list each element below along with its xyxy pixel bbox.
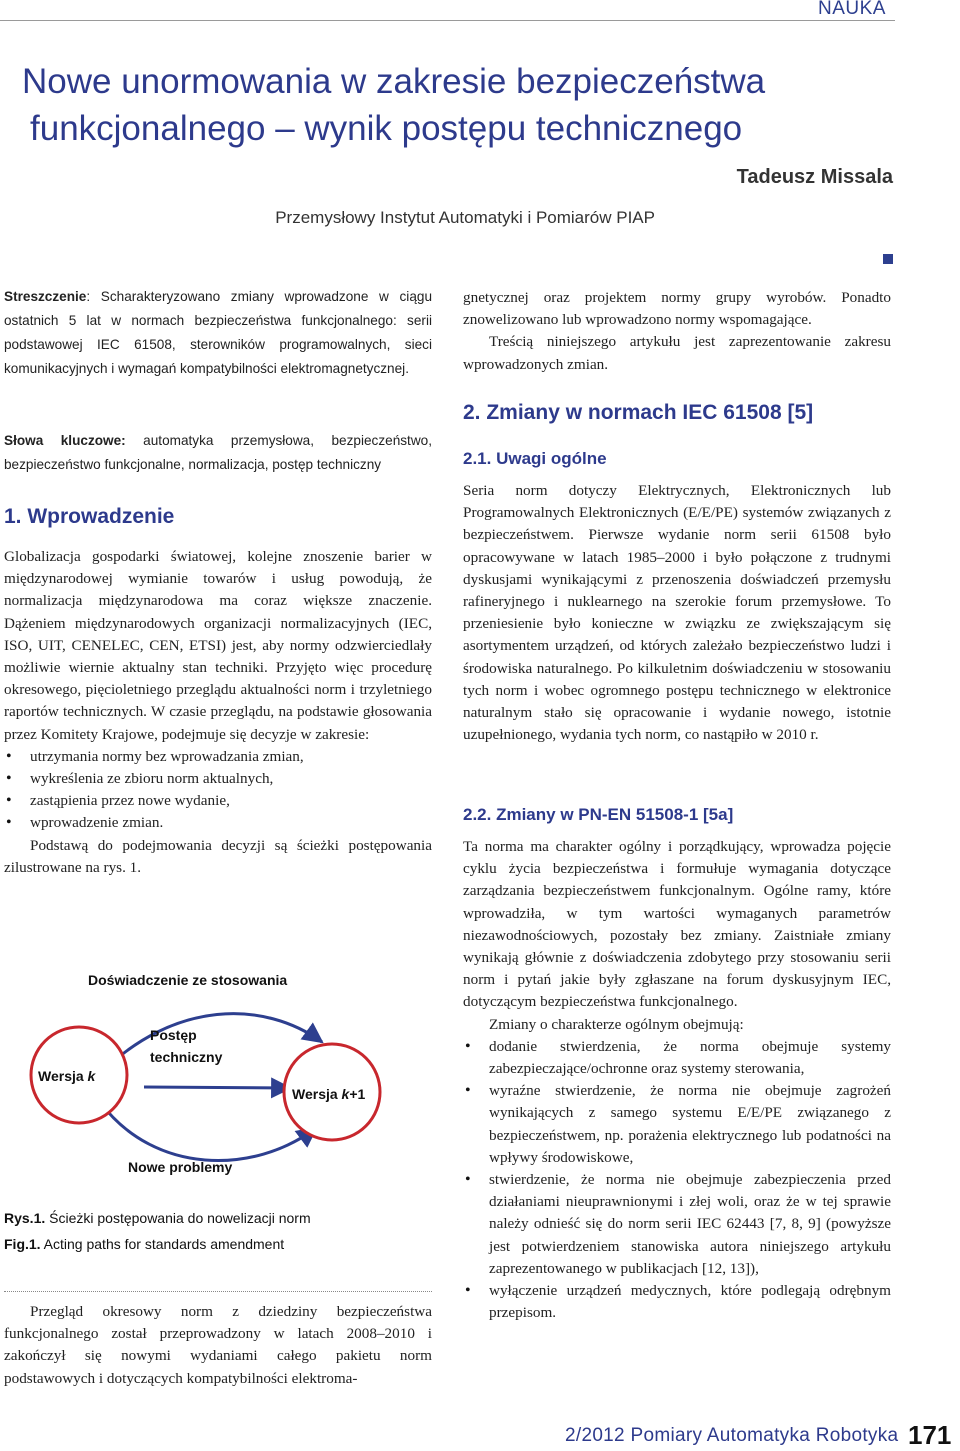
caption-en-text: Acting paths for standards amendment <box>40 1236 285 1252</box>
abstract-label: Streszczenie <box>4 289 87 304</box>
section-2-1-heading: 2.1. Uwagi ogólne <box>463 449 607 468</box>
general-changes-list <box>463 1036 891 1325</box>
divider <box>4 1291 432 1295</box>
progress-label-line-1: Postęp <box>150 1027 197 1043</box>
section-2-1-body <box>463 480 891 746</box>
keywords-label: Słowa kluczowe: <box>4 433 126 448</box>
figure-1-diagram <box>4 960 432 1205</box>
section-1-heading: 1. Wprowadzenie <box>4 505 175 528</box>
figure-caption <box>4 1205 311 1257</box>
author-affiliation: Przemysłowy Instytut Automatyki i Pomiarów PIAP <box>275 208 655 227</box>
page-number: 171 <box>908 1420 952 1450</box>
list-item: • zastąpienia przez nowe wydanie, <box>4 790 432 812</box>
arrow-progress <box>144 1087 290 1088</box>
caption-pl-label: Rys.1. <box>4 1210 46 1226</box>
title-line-1: Nowe unormowania w zakresie bezpieczeństwa <box>22 62 766 101</box>
author-name: Tadeusz Missala <box>736 166 893 188</box>
section-2-2-body <box>463 836 891 1324</box>
list-item: • wyraźne stwierdzenie, że norma nie obejmuje zagrożeń wynikających z samego systemu E/E/PE związanego z bezpieczeństwem, np. porażenia elektrycznego lub podatności na wpływy środowiskowe, <box>463 1080 891 1169</box>
journal-footer: 2/2012 Pomiary Automatyka Robotyka <box>565 1425 899 1446</box>
right-column-intro <box>463 287 891 376</box>
keywords-text: automatyka przemysłowa, bezpieczeństwo, bezpieczeństwo funkcjonalne, normalizacja, postęp techniczny <box>4 433 432 472</box>
figure-bottom-label: Nowe problemy <box>128 1159 233 1175</box>
section-1-paragraph-2: Podstawą do podejmowania decyzji są ścieżki postępowania zilustrowane na rys. 1. <box>4 836 432 876</box>
header-rule <box>0 20 895 21</box>
abstract <box>4 285 432 381</box>
decision-list <box>4 746 432 835</box>
section-2-heading: 2. Zmiany w normach IEC 61508 [5] <box>463 401 814 424</box>
decorative-square-icon <box>883 254 893 264</box>
list-item: • wykreślenia ze zbioru norm aktualnych, <box>4 768 432 790</box>
list-item: • utrzymania normy bez wprowadzania zmian, <box>4 746 432 768</box>
list-item: • wyłączenie urządzeń medycznych, które podlegają odrębnym przepisom. <box>463 1280 891 1324</box>
abstract-text: : Scharakteryzowano zmiany wprowadzone w ciągu ostatnich 5 lat w normach bezpieczeństwa funkcjonalnego: serii podstawowej IEC 61508, sterowników programowalnych, sieci komunikacyjnych i wymagań kompatybilności elektromagnetycznej. <box>4 289 432 376</box>
right-node-label: Wersja k+1 <box>292 1086 366 1102</box>
figure-top-label: Doświadczenie ze stosowania <box>88 972 288 988</box>
section-1-paragraph-1: Globalizacja gospodarki światowej, kolejne znoszenie barier w międzynarodowej wymianie towarów i usług powodują, że normalizacja międzynarodowa ma coraz większe znaczenie. Dążeniem międzynarodowych organizacji normalizacyjnych (IEC, ISO, UIT, CENELEC, CEN, ETSI) jest, aby normy odzwierciedlały możliwie wiernie aktualny stan techniki. Przyjęto więc procedurę okresowego, pięcioletniego przeglądu aktualności norm i trzyletniego raportów technicznych. W czasie przeglądu, na podstawie głosowania przez Komitety Krajowe, podejmuje się decyzje w zakresie: <box>4 548 432 743</box>
article-title <box>22 58 922 152</box>
caption-en-label: Fig.1. <box>4 1236 41 1252</box>
left-node-label: Wersja k <box>38 1068 96 1084</box>
section-2-1-paragraph: Seria norm dotyczy Elektrycznych, Elektronicznych lub Programowalnych Elektronicznych (E/E/PE) systemów związanych z bezpieczeństwem. Pierwsze wydanie norm serii 61508 było opracowywane w latach 1985–2000 i było połączone z trudnymi dyskusjami wynikającymi z przenoszenia doświadczeń przemysłu rafineryjnego i nuklearnego na szerokie forum przemysłowe. To przeniesienie było konieczne w związku ze zwiększającym się asortymentem urządzeń, od których zależało bezpieczeństwo ludzi i środowiska naturalnego. Po kilkuletnim doświadczeniu w stosowaniu tych norm i wobec ogromnego postępu technicznego w elektronice naturalnym stało się opracowanie i wydanie nowego, istotnie uzupełnionego, wydania tych norm, co nastąpiło w 2010 r. <box>463 482 891 744</box>
right-paragraph-intro: Treścią niniejszego artykułu jest zaprezentowanie zakresu wprowadzonych zmian. <box>463 333 891 373</box>
title-line-2: funkcjonalnego – wynik postępu technicznego <box>30 109 743 148</box>
list-item: • wprowadzenie zmian. <box>4 812 432 834</box>
progress-label-line-2: techniczny <box>150 1049 223 1065</box>
arrow-problems <box>100 1102 316 1161</box>
section-1-paragraph-3: Przegląd okresowy norm z dziedziny bezpieczeństwa funkcjonalnego został przeprowadzony w latach 2008–2010 i zakończył się nowymi wydaniami całego pakietu norm podstawowych i dotyczących kompatybilności elektroma- <box>4 1303 432 1387</box>
section-1-body <box>4 546 432 879</box>
section-2-2-paragraph-1: Ta norma ma charakter ogólny i porządkujący, wprowadza pojęcie cyklu życia bezpieczeństwa i formułuje wymagania dotyczące zarządzania bezpieczeństwem funkcjonalnym. Ogólne ramy, które wprowadziła, w tym wartości wymaganych parametrów niezawodnościowych, pozostały bez zmiany. Zaistniałe zmiany wynikają głównie z doświadczenia zdobytego przy stosowaniu serii norm i pytań jakie były zgłaszane na forum dyskusyjnym IEC, dotyczącym bezpieczeństwa funkcjonalnego. <box>463 838 891 1011</box>
section-2-2-heading: 2.2. Zmiany w PN-EN 51508-1 [5a] <box>463 805 734 824</box>
list-item: • stwierdzenie, że norma nie obejmuje zabezpieczenia przed działaniami nieuprawnionymi i złej woli, oraz że w tej sprawie należy odnieść się do norm serii IEC 62443 [7, 8, 9] (powyższe jest potwierdzeniem stanowiska autora niniejszego artykułu zaprezentowanego w publikacjach [12, 13]), <box>463 1169 891 1280</box>
section-label: NAUKA <box>818 0 886 19</box>
section-1-continuation <box>4 1301 432 1390</box>
section-2-2-paragraph-2: Zmiany o charakterze ogólnym obejmują: <box>489 1015 744 1033</box>
figure-1 <box>4 960 432 1220</box>
right-paragraph-continuation: gnetycznej oraz projektem normy grupy wyrobów. Ponadto znowelizowano lub wprowadzono normy wspomagające. <box>463 289 891 329</box>
list-item: • dodanie stwierdzenia, że norma obejmuje systemy zabezpieczające/ochronne oraz systemy sterowania, <box>463 1036 891 1080</box>
keywords <box>4 429 432 477</box>
caption-pl-text: Ścieżki postępowania do nowelizacji norm <box>45 1210 311 1226</box>
